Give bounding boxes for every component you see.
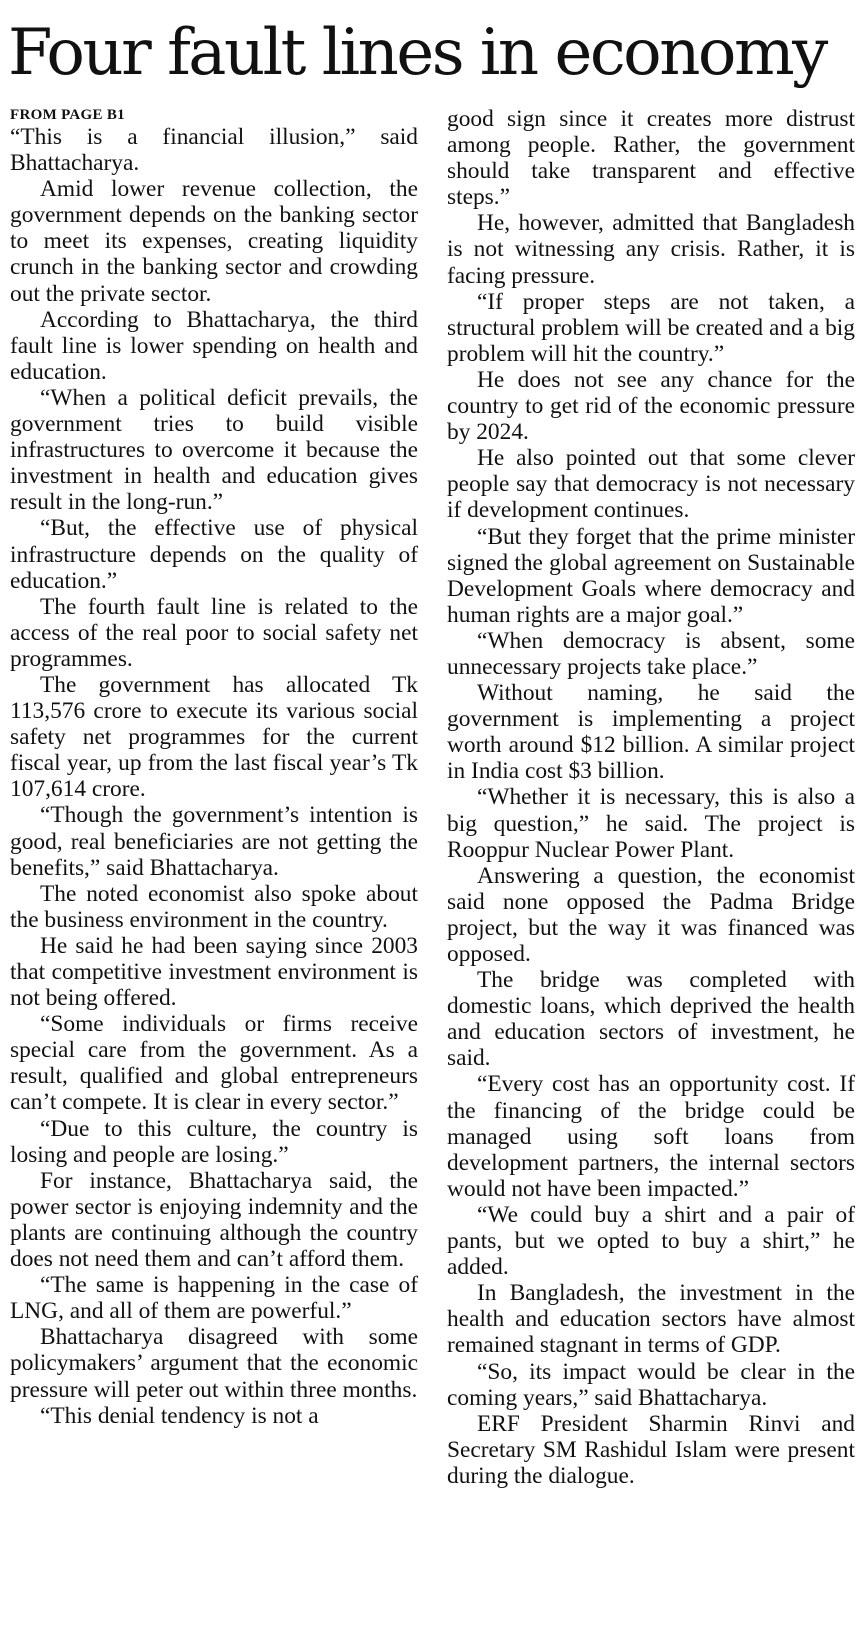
paragraph: He said he had been saying since 2003 that competitive investment environment is not being offered.: [10, 932, 418, 1012]
paragraph: “Though the government’s intention is good, real beneficiaries are not getting the benefits,” said Bhattacharya.: [10, 802, 418, 881]
paragraph: The fourth fault line is related to the access of the real poor to social safety net programmes.: [10, 593, 418, 672]
paragraph: ERF President Sharmin Rinvi and Secretary SM Rashidul Islam were present during the dialogue.: [447, 1410, 855, 1489]
paragraph: “When democracy is absent, some unnecessary projects take place.”: [447, 627, 855, 680]
paragraph: The bridge was completed with domestic loans, which deprived the health and education sectors of investment, he said.: [447, 967, 855, 1072]
paragraph: The noted economist also spoke about the business environment in the country.: [10, 880, 418, 933]
paragraph: “If proper steps are not taken, a structural problem will be created and a big problem will hit the country.”: [447, 288, 855, 367]
left-column: [10, 106, 418, 1429]
paragraph: good sign since it creates more distrust among people. Rather, the government should take transparent and effective steps.”: [447, 106, 855, 211]
paragraph: Without naming, he said the government is implementing a project worth around $12 billion. A similar project in India cost $3 billion.: [447, 680, 855, 785]
paragraph: Bhattacharya disagreed with some policymakers’ argument that the economic pressure will peter out within three months.: [10, 1324, 418, 1403]
paragraph: He also pointed out that some clever people say that democracy is not necessary if development continues.: [447, 445, 855, 524]
paragraph: Answering a question, the economist said none opposed the Padma Bridge project, but the way it was financed was opposed.: [447, 862, 855, 967]
paragraph: “Due to this culture, the country is losing and people are losing.”: [10, 1115, 418, 1168]
paragraph: For instance, Bhattacharya said, the power sector is enjoying indemnity and the plants are continuing although the country does not need them and can’t afford them.: [10, 1167, 418, 1273]
paragraph: The government has allocated Tk 113,576 crore to execute its various social safety net programmes for the current fiscal year, up from the last fiscal year’s Tk 107,614 crore.: [10, 671, 418, 803]
paragraph: “So, its impact would be clear in the coming years,” said Bhattacharya.: [447, 1358, 855, 1411]
paragraph: “The same is happening in the case of LNG, and all of them are powerful.”: [10, 1272, 418, 1325]
headline: Four fault lines in economy: [8, 16, 826, 90]
paragraph: He does not see any chance for the country to get rid of the economic pressure by 2024.: [447, 366, 855, 446]
dateline: FROM PAGE B1: [10, 107, 125, 123]
paragraph: “Some individuals or firms receive special care from the government. As a result, qualified and global entrepreneurs can’t compete. It is clear in every sector.”: [10, 1011, 418, 1116]
paragraph: He, however, admitted that Bangladesh is not witnessing any crisis. Rather, it is facing pressure.: [447, 210, 855, 289]
paragraph: “This denial tendency is not a: [40, 1402, 319, 1429]
paragraph: According to Bhattacharya, the third fault line is lower spending on health and education.: [10, 306, 418, 385]
paragraph: “But they forget that the prime minister signed the global agreement on Sustainable Development Goals where democracy and human rights are a major goal.”: [447, 523, 855, 628]
paragraph: In Bangladesh, the investment in the health and education sectors have almost remained stagnant in terms of GDP.: [447, 1280, 855, 1359]
paragraph: “We could buy a shirt and a pair of pants, but we opted to buy a shirt,” he added.: [447, 1201, 855, 1281]
paragraph: “This is a financial illusion,” said Bhattacharya.: [10, 124, 418, 177]
paragraph: “Every cost has an opportunity cost. If the financing of the bridge could be managed using soft loans from development partners, the internal sectors would not have been impacted.”: [447, 1071, 855, 1202]
paragraph: Amid lower revenue collection, the government depends on the banking sector to meet its expenses, creating liquidity crunch in the banking sector and crowding out the private sector.: [10, 176, 418, 307]
paragraph: “Whether it is necessary, this is also a big question,” he said. The project is Rooppur Nuclear Power Plant.: [447, 784, 855, 863]
right-column: [447, 106, 855, 1489]
paragraph: “But, the effective use of physical infrastructure depends on the quality of education.”: [10, 515, 418, 594]
paragraph: “When a political deficit prevails, the government tries to build visible infrastructures to overcome it because the investment in health and education gives result in the long-run.”: [10, 384, 418, 516]
